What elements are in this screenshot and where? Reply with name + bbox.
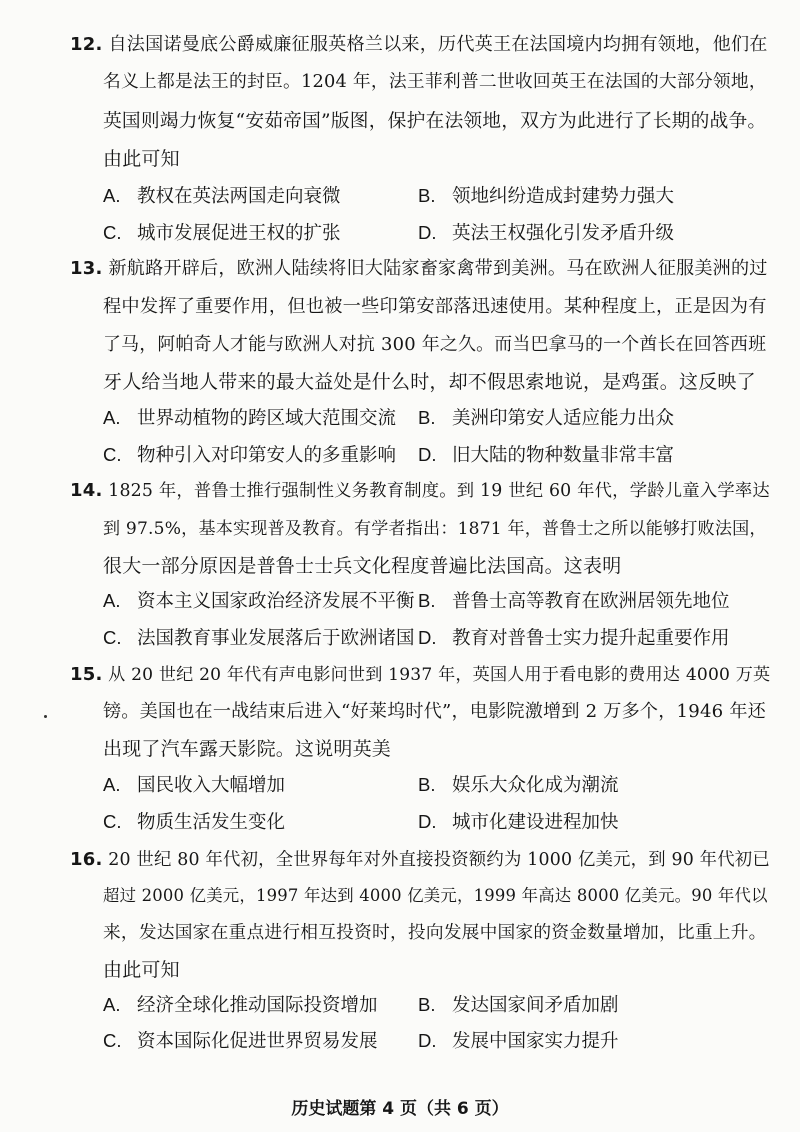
option-letter: C. (103, 811, 122, 832)
question-number: 15. (70, 664, 103, 685)
question-16-line-1 (70, 845, 770, 870)
question-13-line-4: 牙人给当地人带来的最大益处是什么时，却不假思索地说，是鸡蛋。这反映了 (103, 371, 756, 393)
option-text: 领地纠纷造成封建势力强大 (452, 186, 675, 207)
option-text: 教权在英法两国走向衰微 (137, 186, 341, 207)
option-text: 普鲁士高等教育在欧洲居领先地位 (452, 591, 730, 612)
option-letter: B. (418, 774, 436, 795)
option-letter: A. (103, 407, 121, 428)
option-letter: A. (103, 590, 121, 611)
question-14-line-3: 很大一部分原因是普鲁士士兵文化程度普遍比法国高。这表明 (103, 555, 622, 577)
option-letter: D. (418, 1030, 437, 1051)
option-text: 资本主义国家政治经济发展不平衡 (137, 591, 415, 612)
question-number: 13. (70, 258, 103, 279)
option-text: 经济全球化推动国际投资增加 (137, 995, 378, 1016)
option-letter: A. (103, 994, 121, 1015)
option-text: 法国教育事业发展落后于欧洲诸国 (137, 628, 415, 649)
option-letter: D. (418, 444, 437, 465)
option-b (418, 404, 674, 430)
question-15-line-3: 出现了汽车露天影院。这说明英美 (103, 738, 392, 760)
option-letter: A. (103, 774, 121, 795)
stem-text: 新航路开辟后，欧洲人陆续将旧大陆家畜家禽带到美洲。马在欧洲人征服美洲的过 (108, 258, 768, 279)
page-footer: 历史试题第 4 页（共 6 页） (291, 1099, 509, 1119)
option-letter: D. (418, 222, 437, 243)
question-15-line-1 (70, 660, 770, 685)
question-12-line-1 (70, 30, 768, 56)
option-b (418, 587, 730, 613)
option-letter: B. (418, 407, 436, 428)
option-c (103, 219, 341, 245)
option-text: 娱乐大众化成为潮流 (452, 775, 619, 796)
option-letter: C. (103, 627, 122, 648)
option-d (418, 808, 619, 834)
option-text: 教育对普鲁士实力提升起重要作用 (452, 628, 730, 649)
option-text: 世界动植物的跨区域大范围交流 (137, 408, 397, 429)
option-a (103, 587, 415, 613)
option-text: 城市发展促进王权的扩张 (137, 223, 341, 244)
question-number: 14. (70, 480, 103, 501)
question-13-line-3: 了马，阿帕奇人才能与欧洲人对抗 300 年之久。而当巴拿马的一个酋长在回答西班 (103, 334, 767, 355)
option-text: 物质生活发生变化 (137, 812, 286, 833)
option-letter: D. (418, 811, 437, 832)
question-15-line-2: 镑。美国也在一战结束后进入“好莱坞时代”，电影院激增到 2 万多个，1946 年还 (103, 701, 766, 722)
option-text: 美洲印第安人适应能力出众 (452, 408, 675, 429)
option-d (418, 624, 730, 650)
question-16-line-3: 来，发达国家在重点进行相互投资时，投向发展中国家的资金数量增加，比重上升。 (103, 923, 767, 943)
question-13-line-1 (70, 254, 768, 280)
option-letter: C. (103, 1030, 122, 1051)
option-c (103, 624, 415, 650)
scan-speck (44, 715, 47, 718)
option-text: 资本国际化促进世界贸易发展 (137, 1031, 378, 1052)
option-a (103, 182, 341, 208)
stem-text: 20 世纪 80 年代初，全世界每年对外直接投资额约为 1000 亿美元，到 90 年代初已 (108, 850, 770, 870)
question-number: 16. (70, 849, 103, 870)
option-d (418, 441, 674, 467)
question-13-line-2: 程中发挥了重要作用，但也被一些印第安部落迅速使用。某种程度上，正是因为有 (103, 296, 767, 317)
option-c (103, 441, 396, 467)
option-letter: D. (418, 627, 437, 648)
option-b (418, 991, 619, 1017)
question-number: 12. (70, 34, 103, 55)
option-b (418, 771, 619, 797)
option-a (103, 771, 285, 797)
option-letter: C. (103, 444, 122, 465)
option-letter: C. (103, 222, 122, 243)
option-text: 发展中国家实力提升 (452, 1031, 619, 1052)
option-a (103, 404, 396, 430)
question-12-line-3: 英国则竭力恢复“安茹帝国”版图，保护在法领地，双方为此进行了长期的战争。 (103, 111, 767, 132)
question-16-line-4: 由此可知 (103, 959, 180, 981)
option-text: 物种引入对印第安人的多重影响 (137, 445, 397, 466)
option-c (103, 808, 285, 834)
option-d (418, 219, 674, 245)
question-14-line-1 (70, 476, 770, 501)
option-letter: B. (418, 994, 436, 1015)
option-d (418, 1027, 619, 1053)
question-12-line-2: 名义上都是法王的封臣。1204 年，法王菲利普二世收回英王在法国的大部分领地， (103, 71, 767, 92)
question-16-line-2: 超过 2000 亿美元，1997 年达到 4000 亿美元，1999 年高达 8000 亿美元。90 年代以 (103, 886, 768, 905)
stem-text: 1825 年，普鲁士推行强制性义务教育制度。到 19 世纪 60 年代，学龄儿童入学率达 (108, 481, 770, 501)
option-letter: B. (418, 185, 436, 206)
option-text: 发达国家间矛盾加剧 (452, 995, 619, 1016)
option-text: 城市化建设进程加快 (452, 812, 619, 833)
question-12-line-4: 由此可知 (103, 148, 180, 170)
option-letter: A. (103, 185, 121, 206)
option-b (418, 182, 674, 208)
option-text: 英法王权强化引发矛盾升级 (452, 223, 675, 244)
option-text: 旧大陆的物种数量非常丰富 (452, 445, 675, 466)
question-14-line-2: 到 97.5%，基本实现普及教育。有学者指出：1871 年，普鲁士之所以能够打败法国， (103, 519, 767, 539)
option-letter: B. (418, 590, 436, 611)
option-c (103, 1027, 378, 1053)
stem-text: 自法国诺曼底公爵威廉征服英格兰以来，历代英王在法国境内均拥有领地，他们在 (108, 34, 768, 55)
option-a (103, 991, 378, 1017)
stem-text: 从 20 世纪 20 年代有声电影问世到 1937 年，英国人用于看电影的费用达 4000 万英 (108, 665, 771, 685)
option-text: 国民收入大幅增加 (137, 775, 286, 796)
